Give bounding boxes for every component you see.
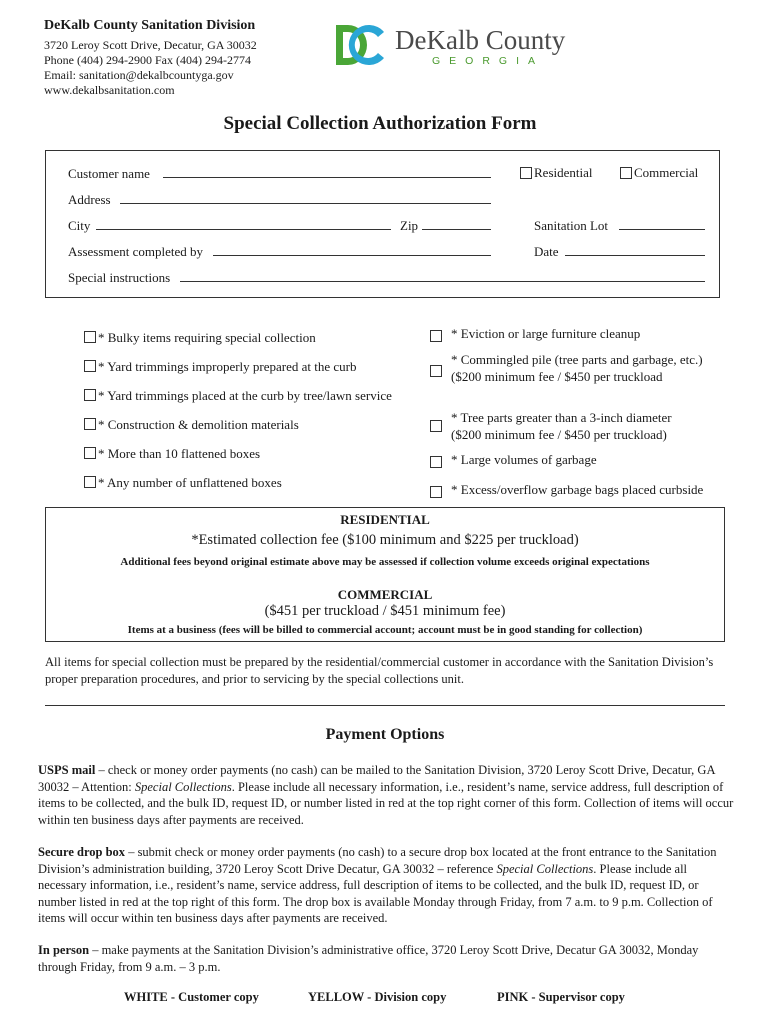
tree-parts-label: * Tree parts greater than a 3-inch diameter [451, 410, 672, 425]
usps-paragraph [38, 762, 738, 828]
sanitation-lot-label: Sanitation Lot [534, 218, 609, 233]
dropbox-emphasis: Special Collections [496, 861, 594, 876]
residential-label: Residential [534, 165, 593, 180]
bulky-items-label: * Bulky items requiring special collection [98, 330, 316, 345]
excess-bags-checkbox[interactable] [430, 486, 442, 498]
org-name: DeKalb County Sanitation Division [44, 18, 256, 33]
address-field[interactable] [120, 203, 491, 204]
excess-bags-label: * Excess/overflow garbage bags placed curbside [451, 482, 704, 497]
commercial-label: Commercial [634, 165, 699, 180]
logo-name: DeKalb County [395, 25, 566, 55]
customer-name-field[interactable] [163, 177, 491, 178]
commingled-checkbox[interactable] [430, 365, 442, 377]
dropbox-label: Secure drop box [38, 845, 126, 859]
address-label: Address [68, 192, 111, 207]
commercial-fee: ($451 per truckload / $451 minimum fee) [264, 603, 506, 619]
dropbox-paragraph [38, 844, 738, 927]
org-email: Email: sanitation@dekalbcountyga.gov [44, 68, 234, 82]
construction-label: * Construction & demolition materials [98, 417, 299, 432]
yard-service-checkbox[interactable] [84, 389, 96, 401]
flattened-boxes-checkbox[interactable] [84, 447, 96, 459]
bulky-items-checkbox[interactable] [84, 331, 96, 343]
special-instructions-field[interactable] [180, 281, 705, 282]
commingled-label: * Commingled pile (tree parts and garbage, etc.) [451, 352, 703, 367]
org-website[interactable]: www.dekalbsanitation.com [44, 83, 175, 97]
city-label: City [68, 218, 91, 233]
usps-text-b: . Please include all necessary information, i.e., resident’s name, service address, full description of items to be collected, and the bulk ID, request ID, or number listed in red at the top right corner of this form. Collection of items will occur within ten business days after payments are received. [38, 779, 734, 827]
assessment-field[interactable] [213, 255, 491, 256]
eviction-label: * Eviction or large furniture cleanup [451, 326, 641, 341]
logo-state: GEORGIA [432, 55, 545, 67]
date-field[interactable] [565, 255, 705, 256]
pink-copy-label: PINK - Supervisor copy [497, 990, 625, 1004]
residential-note: Additional fees beyond original estimate above may be assessed if collection volume exceeds original expectations [120, 556, 650, 568]
usps-text-a: – check or money order payments (no cash) can be mailed to the Sanitation Division, 3720 Leroy Scott Drive, Decatur, GA 30032 – Attention: [38, 763, 715, 794]
dropbox-text-a: – submit check or money order payments (no cash) to a secure drop box located at the front entrance to the Sanitation Division’s administration building, 3720 Leroy Scott Drive Decatur, GA 30032 – reference [38, 845, 717, 876]
sanitation-lot-field[interactable] [619, 229, 705, 230]
section-divider [45, 705, 725, 706]
date-label: Date [534, 244, 559, 259]
white-copy-label: WHITE - Customer copy [124, 990, 259, 1004]
city-field[interactable] [96, 229, 391, 230]
form-title: Special Collection Authorization Form [223, 113, 537, 134]
yard-improper-checkbox[interactable] [84, 360, 96, 372]
in-person-label: In person [38, 943, 90, 957]
unflattened-boxes-label: * Any number of unflattened boxes [98, 475, 282, 490]
commercial-note: Items at a business (fees will be billed to commercial account; account must be in good standing for collection) [127, 624, 643, 636]
unflattened-boxes-checkbox[interactable] [84, 476, 96, 488]
commercial-title: COMMERCIAL [337, 587, 433, 602]
residential-title: RESIDENTIAL [340, 512, 430, 527]
large-garbage-checkbox[interactable] [430, 456, 442, 468]
large-garbage-label: * Large volumes of garbage [451, 452, 597, 467]
tree-parts-fee: ($200 minimum fee / $450 per truckload) [451, 427, 667, 442]
yard-improper-label: * Yard trimmings improperly prepared at the curb [98, 359, 357, 374]
payment-title: Payment Options [325, 726, 445, 743]
customer-name-label: Customer name [68, 166, 150, 181]
dropbox-text-b: . Please include all necessary information, i.e., resident’s name, service address, full description of items to be collected, and the bulk ID, request ID, or number listed in red at the top right of this form. The drop box is available Monday through Friday, from 7 a.m. to 9 p.m. Collection of items will occur within ten business days after payments are received. [38, 861, 713, 925]
org-phone: Phone (404) 294-2900 Fax (404) 294-2774 [44, 53, 251, 67]
usps-label: USPS mail [38, 763, 96, 777]
eviction-checkbox[interactable] [430, 330, 442, 342]
in-person-text: – make payments at the Sanitation Division’s administrative office, 3720 Leroy Scott Drive, Decatur GA 30032, Monday through Friday, from 9 a.m. – 3 p.m. [38, 943, 699, 974]
yellow-copy-label: YELLOW - Division copy [308, 990, 447, 1004]
special-instructions-label: Special instructions [68, 270, 171, 285]
org-address: 3720 Leroy Scott Drive, Decatur, GA 30032 [44, 38, 257, 52]
dekalb-logo-icon [334, 22, 386, 68]
residential-fee: *Estimated collection fee ($100 minimum and $225 per truckload) [191, 532, 579, 548]
preparation-note: All items for special collection must be prepared by the residential/commercial customer in accordance with the Sanitation Division’s proper preparation procedures, and prior to servicing by the special collections unit. [45, 655, 714, 686]
assessment-label: Assessment completed by [68, 244, 204, 259]
zip-field[interactable] [422, 229, 491, 230]
flattened-boxes-label: * More than 10 flattened boxes [98, 446, 261, 461]
in-person-paragraph [38, 942, 738, 975]
construction-checkbox[interactable] [84, 418, 96, 430]
yard-service-label: * Yard trimmings placed at the curb by tree/lawn service [98, 388, 392, 403]
usps-emphasis: Special Collections [134, 779, 232, 794]
residential-checkbox[interactable] [520, 167, 532, 179]
commingled-fee: ($200 minimum fee / $450 per truckload [451, 369, 663, 384]
commercial-checkbox[interactable] [620, 167, 632, 179]
tree-parts-checkbox[interactable] [430, 420, 442, 432]
zip-label: Zip [400, 218, 419, 233]
